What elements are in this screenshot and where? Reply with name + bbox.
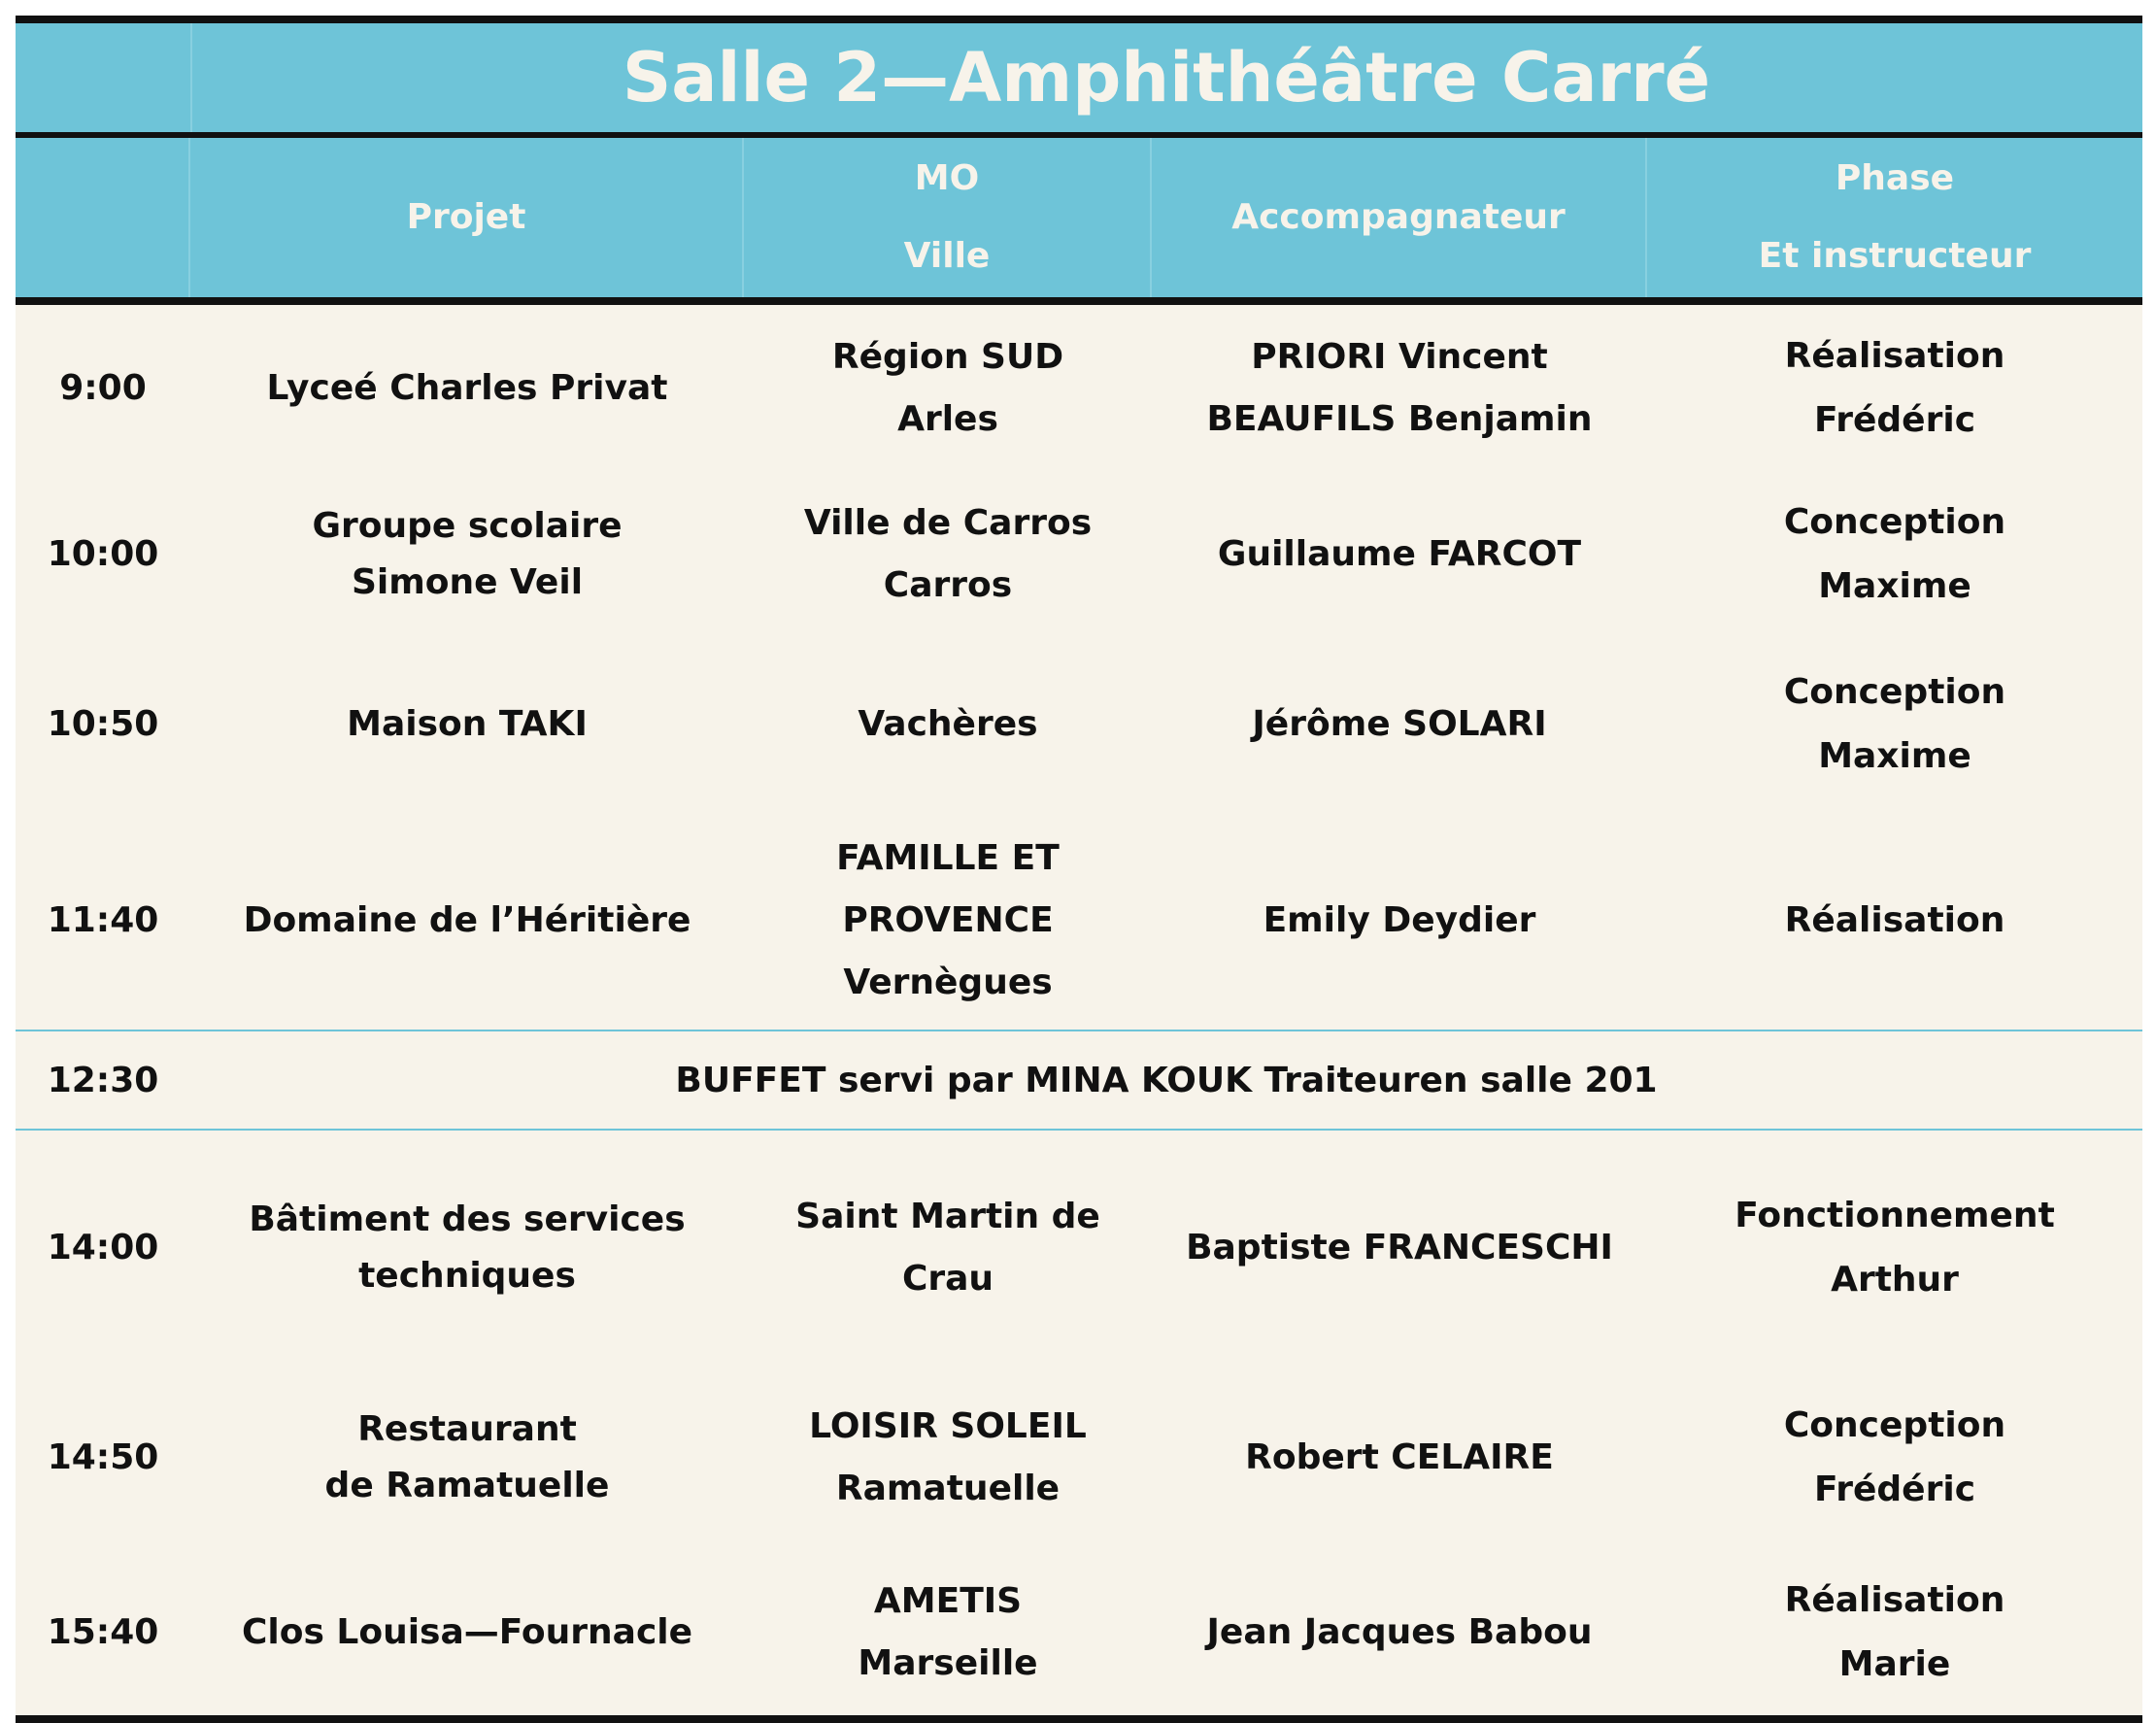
header-projet: Projet (190, 138, 744, 297)
title-corner (16, 23, 192, 132)
accompagnateur-line: PRIORI Vincent (1251, 337, 1548, 377)
projet-line: techniques (358, 1256, 576, 1296)
time-line: 9:00 (59, 368, 147, 408)
cell-mo (744, 472, 1152, 637)
table-header (16, 138, 2142, 297)
schedule-sheet (16, 16, 2142, 1723)
accompagnateur-line: Robert CELAIRE (1245, 1437, 1554, 1477)
cell-accompagnateur (1152, 305, 1647, 472)
cell-time (16, 472, 190, 637)
accompagnateur-line: Guillaume FARCOT (1217, 534, 1582, 574)
cell-projet (190, 637, 744, 812)
projet-line: de Ramatuelle (324, 1466, 610, 1505)
cell-phase (1647, 1131, 2142, 1366)
buffet-text: BUFFET servi par MINA KOUK Traiteuren salle 201 (675, 1060, 1658, 1100)
header-accompagnateur: Accompagnateur (1152, 138, 1647, 297)
cell-projet (190, 472, 744, 637)
cell-phase (1647, 305, 2142, 472)
mo-line: Vernègues (843, 963, 1053, 1002)
projet-line: Maison TAKI (347, 704, 588, 744)
phase-line: Marie (1838, 1644, 1951, 1684)
header-time (16, 138, 190, 297)
accompagnateur-line: Jean Jacques Babou (1206, 1612, 1593, 1652)
cell-accompagnateur (1152, 812, 1647, 1030)
cell-mo (744, 812, 1152, 1030)
projet-line: Lyceé Charles Privat (266, 368, 668, 408)
bottom-rule (16, 1715, 2142, 1723)
mo-line: Marseille (858, 1643, 1038, 1683)
projet-line: Clos Louisa—Fournacle (241, 1612, 693, 1652)
title-bar (16, 23, 2142, 132)
mo-line: PROVENCE (842, 900, 1054, 940)
accompagnateur-line: Baptiste FRANCESCHI (1186, 1228, 1613, 1267)
page-title: Salle 2—Amphithéâtre Carré (622, 38, 1711, 118)
time-line: 14:50 (47, 1437, 159, 1477)
accompagnateur-line: Jérôme SOLARI (1252, 704, 1547, 744)
cell-time (16, 1550, 190, 1715)
projet-line: Groupe scolaire (312, 506, 623, 546)
cell-accompagnateur (1152, 1131, 1647, 1366)
cell-phase (1647, 472, 2142, 637)
cell-time (16, 1366, 190, 1550)
phase-line: Fonctionnement (1735, 1196, 2055, 1235)
phase-line: Conception (1783, 672, 2006, 712)
top-rule (16, 16, 2142, 23)
projet-line: Bâtiment des services (249, 1199, 686, 1239)
phase-line: Réalisation (1784, 336, 2005, 376)
mo-line: Saint Martin de (795, 1197, 1100, 1236)
cell-mo (744, 1550, 1152, 1715)
projet-line: Simone Veil (351, 562, 584, 602)
phase-line: Réalisation (1784, 1580, 2005, 1620)
time-line: 10:50 (47, 704, 159, 744)
cell-phase (1647, 1366, 2142, 1550)
mo-line: Crau (901, 1259, 994, 1299)
cell-mo (744, 637, 1152, 812)
phase-line: Arthur (1831, 1260, 1959, 1300)
phase-line: Frédéric (1813, 1470, 1976, 1509)
buffet-time: 12:30 (47, 1060, 159, 1100)
cell-mo (744, 305, 1152, 472)
cell-accompagnateur (1152, 637, 1647, 812)
cell-phase (1647, 1550, 2142, 1715)
mo-line: Région SUD (831, 337, 1064, 377)
accompagnateur-line: BEAUFILS Benjamin (1206, 399, 1593, 439)
phase-line: Conception (1783, 1405, 2006, 1445)
header-mo: MO Ville (744, 138, 1152, 297)
cell-projet (190, 1550, 744, 1715)
cell-time (16, 812, 190, 1030)
time-line: 14:00 (47, 1228, 159, 1267)
time-line: 15:40 (47, 1612, 159, 1652)
time-line: 11:40 (47, 900, 159, 940)
header-rule (16, 297, 2142, 305)
cell-accompagnateur (1152, 1550, 1647, 1715)
cell-projet (190, 305, 744, 472)
cell-phase (1647, 637, 2142, 812)
cell-accompagnateur (1152, 472, 1647, 637)
cell-accompagnateur (1152, 1366, 1647, 1550)
phase-line: Réalisation (1784, 900, 2005, 940)
time-line: 10:00 (47, 534, 159, 574)
cell-time (16, 637, 190, 812)
buffet-bottom-line (16, 1129, 2142, 1131)
cell-mo (744, 1131, 1152, 1366)
phase-line: Frédéric (1813, 400, 1976, 440)
mo-line: AMETIS (873, 1581, 1023, 1621)
projet-line: Domaine de l’Héritière (243, 900, 691, 940)
cell-mo (744, 1366, 1152, 1550)
mo-line: Carros (883, 565, 1013, 605)
mo-line: Arles (897, 399, 998, 439)
mo-line: LOISIR SOLEIL (809, 1406, 1087, 1446)
cell-time (16, 305, 190, 472)
phase-line: Maxime (1818, 566, 1971, 606)
projet-line: Restaurant (357, 1409, 577, 1449)
mo-line: FAMILLE ET (836, 838, 1060, 878)
cell-projet (190, 812, 744, 1030)
cell-time (16, 1131, 190, 1366)
mo-line: Ville de Carros (803, 503, 1093, 543)
phase-line: Conception (1783, 502, 2006, 542)
header-phase: Phase Et instructeur (1758, 158, 2032, 276)
cell-phase (1647, 812, 2142, 1030)
mo-line: Vachères (858, 704, 1038, 744)
cell-projet (190, 1131, 744, 1366)
mo-line: Ramatuelle (835, 1469, 1061, 1508)
phase-line: Maxime (1818, 736, 1971, 776)
accompagnateur-line: Emily Deydier (1263, 900, 1536, 940)
cell-projet (190, 1366, 744, 1550)
